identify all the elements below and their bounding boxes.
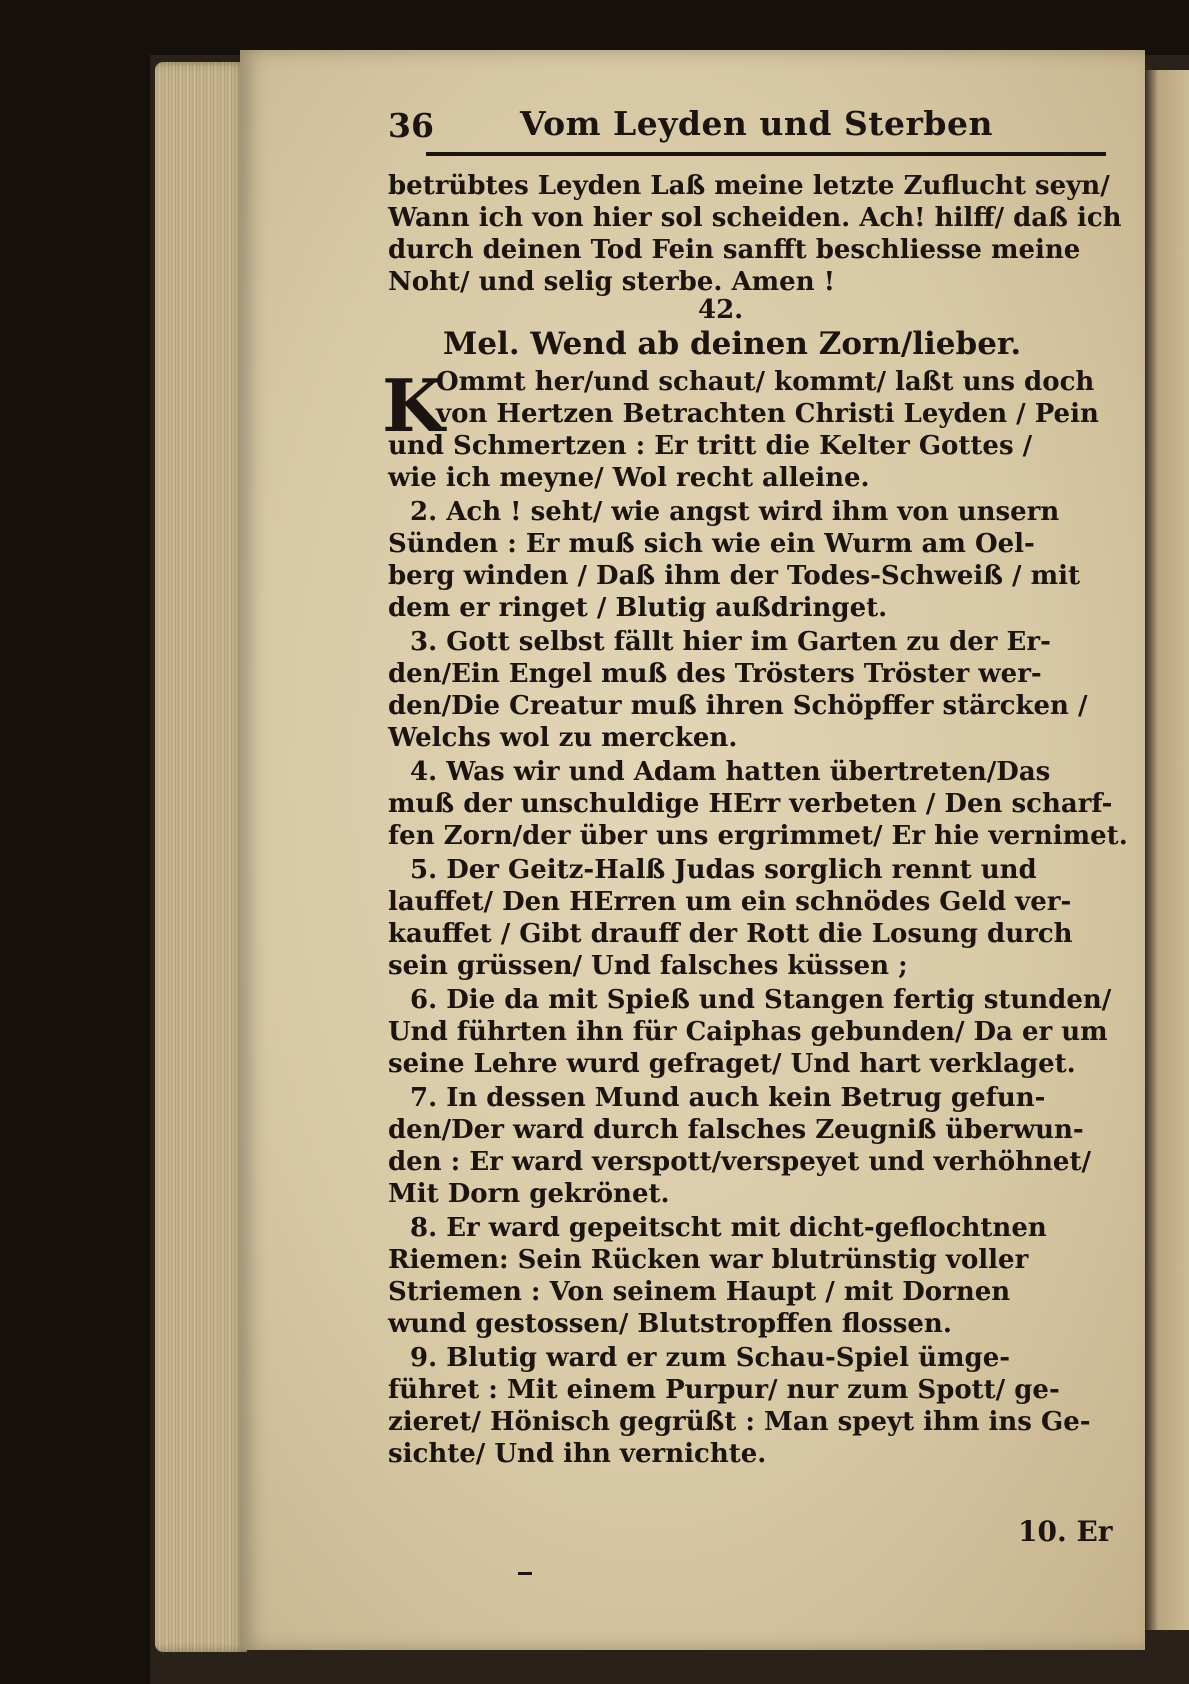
text-line: Und führten ihn für Caiphas gebunden/ Da er um [388, 1017, 1108, 1047]
text-line: von Hertzen Betrachten Christi Leyden / Pein [436, 399, 1099, 429]
text-line: 2. Ach ! seht/ wie angst wird ihm von unsern [410, 497, 1060, 527]
text-line: 5. Der Geitz-Halß Judas sorglich rennt und [410, 855, 1037, 885]
text-line: Striemen : Von seinem Haupt / mit Dornen [388, 1277, 1011, 1307]
text-line: 4. Was wir und Adam hatten übertreten/Das [410, 757, 1051, 787]
hymn-number: 42. [698, 295, 744, 325]
facing-page-edge [1145, 70, 1189, 1630]
text-line: lauffet/ Den HErren um ein schnödes Geld ver- [388, 887, 1072, 917]
text-line: zieret/ Hönisch gegrüßt : Man speyt ihm ins Ge- [388, 1407, 1091, 1437]
text-line: sein grüssen/ Und falsches küssen ; [388, 951, 908, 981]
text-line: seine Lehre wurd gefraget/ Und hart verklaget. [388, 1049, 1076, 1079]
running-head [388, 98, 1108, 150]
text-line: berg winden / Daß ihm der Todes-Schweiß / mit [388, 561, 1080, 591]
text-line: betrübtes Leyden Laß meine letzte Zuflucht seyn/ [388, 171, 1110, 201]
text-line: dem er ringet / Blutig außdringet. [388, 593, 888, 623]
text-line: Mit Dorn gekrönet. [388, 1179, 670, 1209]
text-line: Riemen: Sein Rücken war blutrünstig voller [388, 1245, 1029, 1275]
text-line: durch deinen Tod Fein sanfft beschliesse meine [388, 235, 1081, 265]
text-line: 9. Blutig ward er zum Schau-Spiel ümge- [410, 1343, 1011, 1373]
text-line: 8. Er ward gepeitscht mit dicht-geflochtnen [410, 1213, 1047, 1243]
running-head-title: Vom Leyden und Sterben [520, 104, 993, 143]
text-line: fen Zorn/der über uns ergrimmet/ Er hie vernimet. [388, 821, 1128, 851]
text-line: Welchs wol zu mercken. [388, 723, 738, 753]
drop-cap: K [382, 363, 445, 448]
text-line: 6. Die da mit Spieß und Stangen fertig stunden/ [410, 985, 1112, 1015]
text-line: den/Die Creatur muß ihren Schöpffer stärcken / [388, 691, 1088, 721]
text-line: wund gestossen/ Blutstropffen flossen. [388, 1309, 952, 1339]
page-number: 36 [388, 106, 434, 145]
footer-dash [518, 1572, 532, 1575]
text-line: den/Ein Engel muß des Trösters Tröster wer- [388, 659, 1042, 689]
text-line: Ommt her/und schaut/ kommt/ laßt uns doch [436, 367, 1095, 397]
text-line: Wann ich von hier sol scheiden. Ach! hilff/ daß ich [388, 203, 1122, 233]
text-line: muß der unschuldige HErr verbeten / Den scharf- [388, 789, 1113, 819]
text-line: führet : Mit einem Purpur/ nur zum Spott/ ge- [388, 1375, 1060, 1405]
head-rule [426, 152, 1106, 156]
text-line: 3. Gott selbst fällt hier im Garten zu der Er- [410, 627, 1051, 657]
text-line: den/Der ward durch falsches Zeugniß überwun- [388, 1115, 1084, 1145]
text-block [382, 98, 1128, 1548]
page-edges [155, 62, 247, 1652]
text-line: den : Er ward verspott/verspeyet und verhöhnet/ [388, 1147, 1091, 1177]
text-line: und Schmertzen : Er tritt die Kelter Gottes / [388, 431, 1033, 461]
catchword: 10. Er [1018, 1515, 1113, 1548]
text-line: 7. In dessen Mund auch kein Betrug gefun- [410, 1083, 1046, 1113]
text-line: Sünden : Er muß sich wie ein Wurm am Oel- [388, 529, 1035, 559]
text-line: sichte/ Und ihn vernichte. [388, 1439, 767, 1469]
text-line: wie ich meyne/ Wol recht alleine. [388, 463, 870, 493]
melody-line: Mel. Wend ab deinen Zorn/lieber. [443, 326, 1022, 362]
text-line: Noht/ und selig sterbe. Amen ! [388, 267, 836, 297]
text-line: kauffet / Gibt drauff der Rott die Losung durch [388, 919, 1073, 949]
